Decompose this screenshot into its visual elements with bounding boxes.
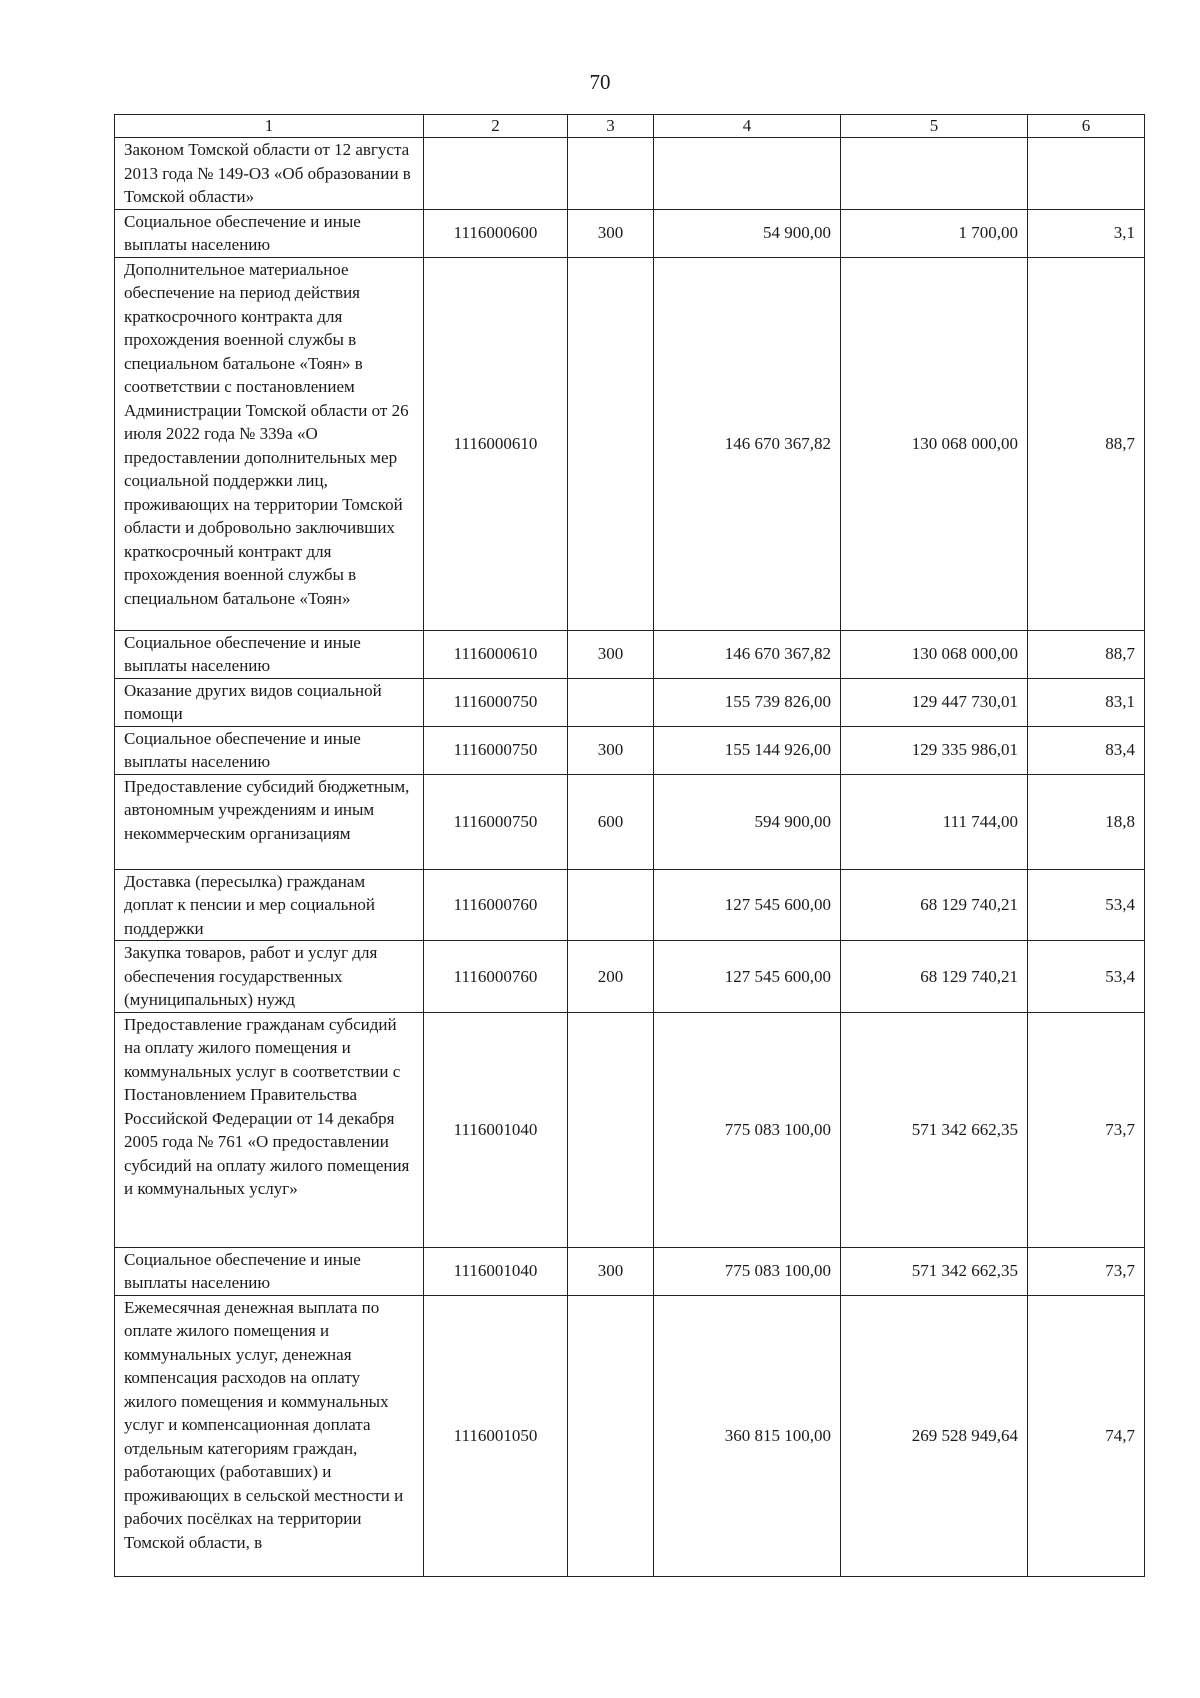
row-percent: 88,7 [1028, 257, 1145, 630]
row-percent: 3,1 [1028, 209, 1145, 257]
row-expense-type: 600 [568, 774, 654, 869]
row-plan: 155 739 826,00 [654, 678, 841, 726]
row-plan: 146 670 367,82 [654, 630, 841, 678]
column-header: 6 [1028, 115, 1145, 138]
row-code: 1116000610 [424, 257, 568, 630]
row-code: 1116001050 [424, 1295, 568, 1576]
column-header: 5 [841, 115, 1028, 138]
table-row [115, 774, 1145, 869]
row-plan: 155 144 926,00 [654, 726, 841, 774]
row-code: 1116001040 [424, 1012, 568, 1247]
row-percent: 53,4 [1028, 869, 1145, 941]
row-plan: 775 083 100,00 [654, 1247, 841, 1295]
row-plan: 594 900,00 [654, 774, 841, 869]
row-plan: 146 670 367,82 [654, 257, 841, 630]
row-percent [1028, 138, 1145, 210]
row-fact: 269 528 949,64 [841, 1295, 1028, 1576]
row-percent: 83,1 [1028, 678, 1145, 726]
table-row [115, 138, 1145, 210]
row-name: Законом Томской области от 12 августа 2013 года № 149-ОЗ «Об образовании в Томской области» [115, 138, 424, 210]
row-name: Закупка товаров, работ и услуг для обеспечения государственных (муниципальных) нужд [115, 941, 424, 1013]
row-fact: 1 700,00 [841, 209, 1028, 257]
row-name: Социальное обеспечение и иные выплаты населению [115, 1247, 424, 1295]
row-code: 1116001040 [424, 1247, 568, 1295]
row-fact: 571 342 662,35 [841, 1012, 1028, 1247]
column-header: 1 [115, 115, 424, 138]
row-name: Предоставление гражданам субсидий на оплату жилого помещения и коммунальных услуг в соответствии с Постановлением Правительства Российской Федерации от 14 декабря 2005 года № 761 «О предоставлении субсидий на оплату жилого помещения и коммунальных услуг» [115, 1012, 424, 1247]
row-expense-type [568, 869, 654, 941]
table-row [115, 630, 1145, 678]
row-name: Доставка (пересылка) гражданам доплат к пенсии и мер социальной поддержки [115, 869, 424, 941]
row-expense-type: 300 [568, 630, 654, 678]
table-row [115, 678, 1145, 726]
column-header: 3 [568, 115, 654, 138]
row-plan: 54 900,00 [654, 209, 841, 257]
row-name: Социальное обеспечение и иные выплаты населению [115, 630, 424, 678]
row-plan: 127 545 600,00 [654, 869, 841, 941]
column-header: 4 [654, 115, 841, 138]
row-code: 1116000750 [424, 678, 568, 726]
table-row [115, 1012, 1145, 1247]
row-name: Предоставление субсидий бюджетным, автономным учреждениям и иным некоммерческим организациям [115, 774, 424, 869]
row-percent: 88,7 [1028, 630, 1145, 678]
row-percent: 73,7 [1028, 1012, 1145, 1247]
row-fact: 571 342 662,35 [841, 1247, 1028, 1295]
row-expense-type [568, 678, 654, 726]
row-plan: 360 815 100,00 [654, 1295, 841, 1576]
row-expense-type: 300 [568, 1247, 654, 1295]
row-fact [841, 138, 1028, 210]
row-code: 1116000750 [424, 774, 568, 869]
table-header-row [115, 115, 1145, 138]
row-code: 1116000610 [424, 630, 568, 678]
row-fact: 130 068 000,00 [841, 630, 1028, 678]
row-fact: 129 335 986,01 [841, 726, 1028, 774]
row-expense-type [568, 1012, 654, 1247]
table-row [115, 209, 1145, 257]
row-name: Ежемесячная денежная выплата по оплате жилого помещения и коммунальных услуг, денежная компенсация расходов на оплату жилого помещения и коммунальных услуг и компенсационная доплата отдельным категориям граждан, работающих (работавших) и проживающих в сельской местности и рабочих посёлках на территории Томской области, в [115, 1295, 424, 1576]
table-row [115, 1247, 1145, 1295]
table-row [115, 941, 1145, 1013]
row-code: 1116000760 [424, 941, 568, 1013]
row-name: Социальное обеспечение и иные выплаты населению [115, 209, 424, 257]
row-plan: 775 083 100,00 [654, 1012, 841, 1247]
table-row [115, 1295, 1145, 1576]
row-fact: 129 447 730,01 [841, 678, 1028, 726]
row-name: Социальное обеспечение и иные выплаты населению [115, 726, 424, 774]
table-row [115, 726, 1145, 774]
column-header: 2 [424, 115, 568, 138]
row-fact: 68 129 740,21 [841, 869, 1028, 941]
row-plan [654, 138, 841, 210]
table-row [115, 869, 1145, 941]
row-fact: 130 068 000,00 [841, 257, 1028, 630]
row-code [424, 138, 568, 210]
row-expense-type: 300 [568, 726, 654, 774]
row-code: 1116000760 [424, 869, 568, 941]
row-percent: 74,7 [1028, 1295, 1145, 1576]
row-expense-type [568, 138, 654, 210]
row-code: 1116000600 [424, 209, 568, 257]
row-code: 1116000750 [424, 726, 568, 774]
row-expense-type: 200 [568, 941, 654, 1013]
row-percent: 18,8 [1028, 774, 1145, 869]
budget-table [114, 114, 1145, 1577]
row-expense-type [568, 257, 654, 630]
row-expense-type [568, 1295, 654, 1576]
row-percent: 83,4 [1028, 726, 1145, 774]
row-percent: 73,7 [1028, 1247, 1145, 1295]
row-plan: 127 545 600,00 [654, 941, 841, 1013]
row-expense-type: 300 [568, 209, 654, 257]
row-fact: 111 744,00 [841, 774, 1028, 869]
row-percent: 53,4 [1028, 941, 1145, 1013]
page-number: 70 [589, 70, 611, 94]
row-fact: 68 129 740,21 [841, 941, 1028, 1013]
row-name: Дополнительное материальное обеспечение на период действия краткосрочного контракта для прохождения военной службы в специальном батальоне «Тоян» в соответствии с постановлением Администрации Томской области от 26 июля 2022 года № 339а «О предоставлении дополнительных мер социальной поддержки лиц, проживающих на территории Томской области и добровольно заключивших краткосрочный контракт для прохождения военной службы в специальном батальоне «Тоян» [115, 257, 424, 630]
table-row [115, 257, 1145, 630]
row-name: Оказание других видов социальной помощи [115, 678, 424, 726]
